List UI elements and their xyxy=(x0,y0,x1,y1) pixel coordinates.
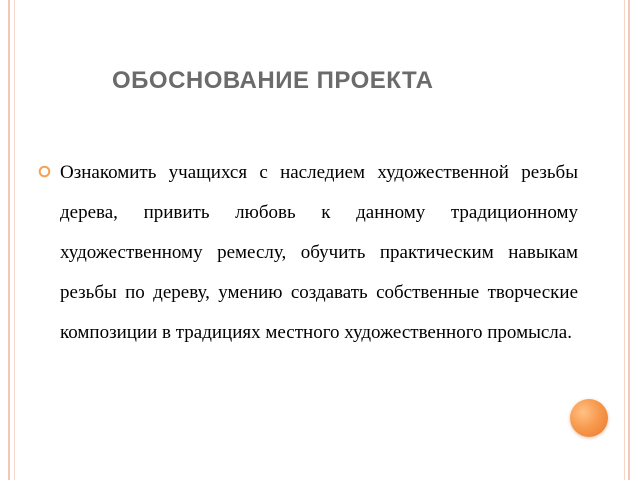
right-border-line xyxy=(628,0,630,480)
left-border-line xyxy=(8,0,10,480)
orange-circle-icon xyxy=(570,399,608,437)
bullet-ring-icon xyxy=(38,165,51,178)
slide-title: ОБОСНОВАНИЕ ПРОЕКТА xyxy=(112,67,434,94)
left-border-inner-line xyxy=(14,0,15,480)
right-border-inner-line xyxy=(624,0,625,480)
slide-body-text: Ознакомить учащихся с наследием художественной резьбы дерева, привить любовь к данному традиционному художественному ремеслу, обучить практическим навыкам резьбы по дереву, умению создавать собственные творческие композиции в традициях местного художественного промысла. xyxy=(60,162,578,343)
